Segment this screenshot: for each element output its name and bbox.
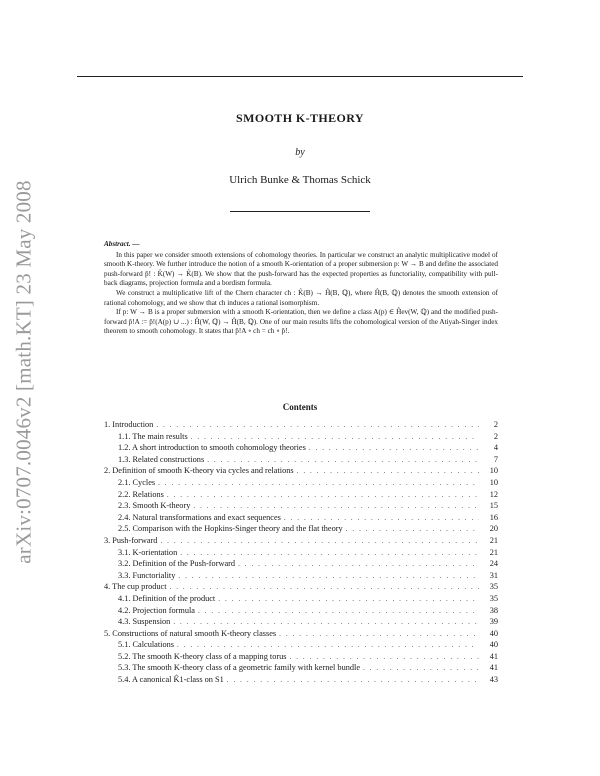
toc-page-number: 24 [489, 559, 498, 569]
paper-title: SMOOTH K-THEORY [236, 111, 364, 125]
toc-entry[interactable] [104, 616, 498, 628]
toc-leader-dots [160, 536, 479, 548]
toc-leader-dots [309, 443, 479, 455]
toc-entry[interactable] [104, 523, 498, 535]
by-line: by [295, 147, 305, 158]
toc-entry[interactable] [104, 581, 498, 593]
toc-entry-label: 3.2. Definition of the Push-forward [118, 559, 236, 569]
toc-leader-dots [218, 594, 479, 606]
toc-page-number: 4 [493, 443, 498, 453]
title-rule [230, 211, 370, 212]
toc-entry[interactable] [104, 651, 498, 663]
toc-page-number: 15 [489, 501, 498, 511]
toc-entry[interactable] [104, 662, 498, 674]
toc-entry-label: 5.4. A canonical K̂1-class on S1 [118, 675, 224, 685]
toc-entry[interactable] [104, 547, 498, 559]
toc-entry-label: 1.3. Related constructions [118, 454, 205, 464]
toc-page-number: 35 [489, 593, 498, 603]
toc-entry[interactable] [104, 442, 498, 454]
toc-entry-label: 2.2. Relations [118, 489, 164, 499]
toc-page-number: 41 [489, 663, 498, 673]
authors: Ulrich Bunke & Thomas Schick [229, 174, 371, 186]
toc-leader-dots [346, 524, 479, 536]
toc-entry[interactable] [104, 489, 498, 501]
toc-entry[interactable] [104, 558, 498, 570]
toc-page-number: 21 [489, 547, 498, 557]
toc-entry-label: 2.4. Natural transformations and exact sequences [118, 512, 281, 522]
toc-page-number: 7 [493, 454, 498, 464]
toc-leader-dots [156, 420, 479, 432]
toc-entry[interactable] [104, 628, 498, 640]
toc-entry-label: 2. Definition of smooth K-theory via cycles and relations [104, 466, 294, 476]
toc-entry-label: 3. Push-forward [104, 535, 158, 545]
toc-entry-label: 5.2. The smooth K-theory class of a mapping torus [118, 651, 287, 661]
toc-leader-dots [170, 582, 479, 594]
toc-entry[interactable] [104, 593, 498, 605]
toc-page-number: 43 [489, 675, 498, 685]
abstract-paragraph-1: In this paper we consider smooth extensions of cohomology theories. In particular we construct an analytic multiplicative model of smooth K-theory. We further introduce the notion of a smooth K-orientation of a proper submersion p: W → B and define the associated push-forward p̂! : K̂(W) → K̂(B). We show that the push-forward has the expected properties as functoriality, compatibility with pull-back diagrams, projection formula and a bordism formula. [104, 250, 498, 288]
toc-leader-dots [167, 490, 479, 502]
toc-entry-label: 3.1. K-orientation [118, 547, 178, 557]
abstract-paragraph-2: We construct a multiplicative lift of the Chern character ch : K̂(B) → Ĥ(B, ℚ), where Ĥ(B, ℚ) denotes the smooth extension of rational cohomology, and we show that ch induces a rational isomorphism. [104, 288, 498, 307]
toc-entry-label: 5.1. Calculations [118, 640, 174, 650]
top-rule [77, 76, 523, 77]
toc-entry[interactable] [104, 512, 498, 524]
toc-leader-dots [297, 466, 479, 478]
toc-page-number: 21 [489, 535, 498, 545]
toc-entry-label: 5.3. The smooth K-theory class of a geometric family with kernel bundle [118, 663, 361, 673]
toc-entry-label: 2.1. Cycles [118, 477, 156, 487]
toc-page-number: 41 [489, 651, 498, 661]
toc-page-number: 39 [489, 617, 498, 627]
toc-entry[interactable] [104, 674, 498, 686]
toc-page-number: 2 [493, 431, 498, 441]
toc-leader-dots [158, 478, 479, 490]
toc-entry-label: 4. The cup product [104, 582, 167, 592]
toc-entry[interactable] [104, 477, 498, 489]
toc-entry[interactable] [104, 535, 498, 547]
abstract-paragraph-3: If p: W → B is a proper submersion with a smooth K-orientation, then we define a class A(p) ∈ Ĥev(W, ℚ) and the modified push-forward p̂!A := p̂!(A(p) ∪ ...) : Ĥ(W, ℚ) → Ĥ(B, ℚ). One of our main results lifts the cohomological version of the Atiyah-Singer index theorem to smooth cohomology. It states that p̂!A ∘ ch = ch ∘ p̂!. [104, 308, 498, 336]
toc-leader-dots [227, 675, 479, 687]
toc-page-number: 40 [489, 640, 498, 650]
toc-entry[interactable] [104, 639, 498, 651]
arxiv-stamp [4, 172, 44, 572]
toc-page-number: 20 [489, 524, 498, 534]
toc-entry-label: 2.5. Comparison with the Hopkins-Singer theory and the flat theory [118, 524, 343, 534]
toc-page-number: 12 [489, 489, 498, 499]
toc-page-number: 10 [489, 477, 498, 487]
toc-page-number: 31 [489, 570, 498, 580]
toc-page-number: 10 [489, 466, 498, 476]
toc-entry[interactable] [104, 431, 498, 443]
toc-entry-label: 5. Constructions of natural smooth K-theory classes [104, 628, 277, 638]
toc-leader-dots [363, 663, 479, 675]
toc-leader-dots [178, 571, 479, 583]
toc-entry[interactable] [104, 419, 498, 431]
toc-entry[interactable] [104, 465, 498, 477]
toc-entry-label: 4.1. Definition of the product [118, 593, 216, 603]
abstract [104, 240, 498, 337]
toc-entry-label: 1.2. A short introduction to smooth cohomology theories [118, 443, 306, 453]
toc-page-number: 16 [489, 512, 498, 522]
toc-entry-label: 1. Introduction [104, 420, 154, 429]
contents-heading: Contents [282, 402, 318, 412]
toc-entry-label: 4.2. Projection formula [118, 605, 195, 615]
toc-entry-label: 3.3. Functoriality [118, 570, 176, 580]
toc-entry[interactable] [104, 500, 498, 512]
toc-leader-dots [198, 606, 479, 618]
abstract-heading: Abstract. — [104, 240, 140, 248]
toc-entry[interactable] [104, 570, 498, 582]
arxiv-stamp-text: arXiv:0707.0046v2 [math.KT] 23 May 2008 [11, 180, 36, 564]
table-of-contents [104, 419, 498, 686]
toc-entry[interactable] [104, 605, 498, 617]
toc-page-number: 40 [489, 628, 498, 638]
toc-page-number: 35 [489, 582, 498, 592]
toc-entry-label: 2.3. Smooth K-theory [118, 501, 191, 511]
toc-page-number: 2 [493, 420, 498, 429]
toc-entry-label: 1.1. The main results [118, 431, 188, 441]
toc-page-number: 38 [489, 605, 498, 615]
toc-leader-dots [238, 559, 479, 571]
toc-entry[interactable] [104, 454, 498, 466]
toc-entry-label: 4.3. Suspension [118, 617, 171, 627]
toc-leader-dots [279, 629, 479, 641]
